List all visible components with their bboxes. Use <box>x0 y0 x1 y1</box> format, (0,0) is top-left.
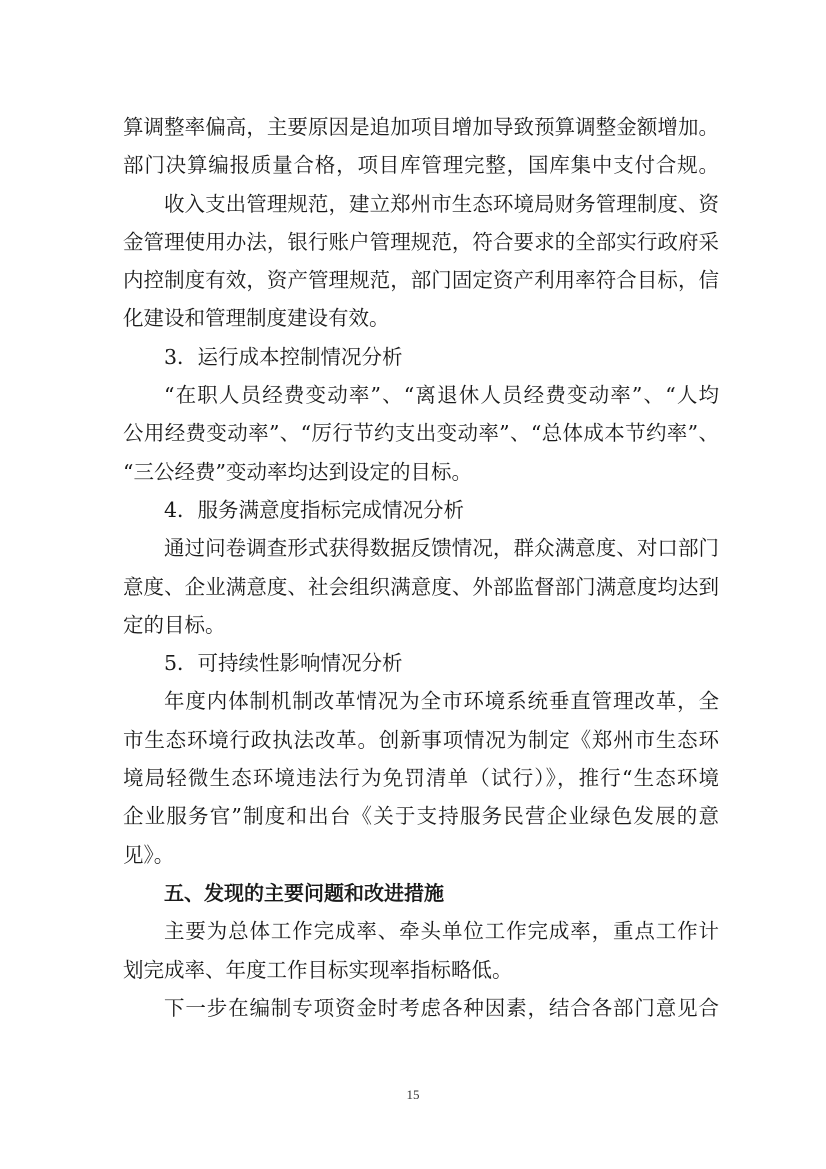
body-text <box>123 108 719 1027</box>
section-subheading: 3．运行成本控制情况分析 <box>164 344 403 369</box>
paragraph-line: 内控制度有效，资产管理规范，部门固定资产利用率符合目标，信 <box>123 268 719 293</box>
paragraph-line: “三公经费”变动率均达到设定的目标。 <box>123 459 472 484</box>
paragraph-line: 收入支出管理规范，建立郑州市生态环境局财务管理制度、资 <box>164 191 719 216</box>
section-heading: 五、发现的主要问题和改进措施 <box>164 880 444 905</box>
paragraph-line: 下一步在编制专项资金时考虑各种因素，结合各部门意见合 <box>164 995 719 1020</box>
paragraph-line: 金管理使用办法，银行账户管理规范，符合要求的全部实行政府采 <box>123 229 719 254</box>
paragraph-line: 化建设和管理制度建设有效。 <box>123 306 390 331</box>
paragraph-line: 算调整率偏高，主要原因是追加项目增加导致预算调整金额增加。 <box>123 115 719 139</box>
paragraph-line: 见》。 <box>123 842 175 867</box>
paragraph-line: 公用经费变动率”、“厉行节约支出变动率”、“总体成本节约率”、 <box>123 421 719 446</box>
paragraph-line: 通过问卷调查形式获得数据反馈情况，群众满意度、对口部门 <box>164 536 719 561</box>
paragraph-line: 意度、企业满意度、社会组织满意度、外部监督部门满意度均达到 <box>123 574 719 599</box>
section-subheading: 5．可持续性影响情况分析 <box>164 651 403 676</box>
paragraph-line: 部门决算编报质量合格，项目库管理完整，国库集中支付合规。 <box>123 153 719 178</box>
paragraph-line: “在职人员经费变动率”、“离退休人员经费变动率”、“人均 <box>164 383 719 408</box>
paragraph-line: 市生态环境行政执法改革。创新事项情况为制定《郑州市生态环 <box>123 727 719 752</box>
paragraph-line: 定的目标。 <box>123 612 226 637</box>
paragraph-line: 境局轻微生态环境违法行为免罚清单（试行）》，推行“生态环境 <box>123 766 719 791</box>
page-number: 15 <box>406 1087 420 1102</box>
paragraph-line: 年度内体制机制改革情况为全市环境系统垂直管理改革，全 <box>164 689 719 714</box>
paragraph-line: 主要为总体工作完成率、牵头单位工作完成率，重点工作计 <box>164 919 719 944</box>
paragraph-line: 企业服务官”制度和出台《关于支持服务民营企业绿色发展的意 <box>123 804 719 829</box>
section-subheading: 4．服务满意度指标完成情况分析 <box>164 497 465 522</box>
paragraph-line: 划完成率、年度工作目标实现率指标略低。 <box>123 957 513 982</box>
